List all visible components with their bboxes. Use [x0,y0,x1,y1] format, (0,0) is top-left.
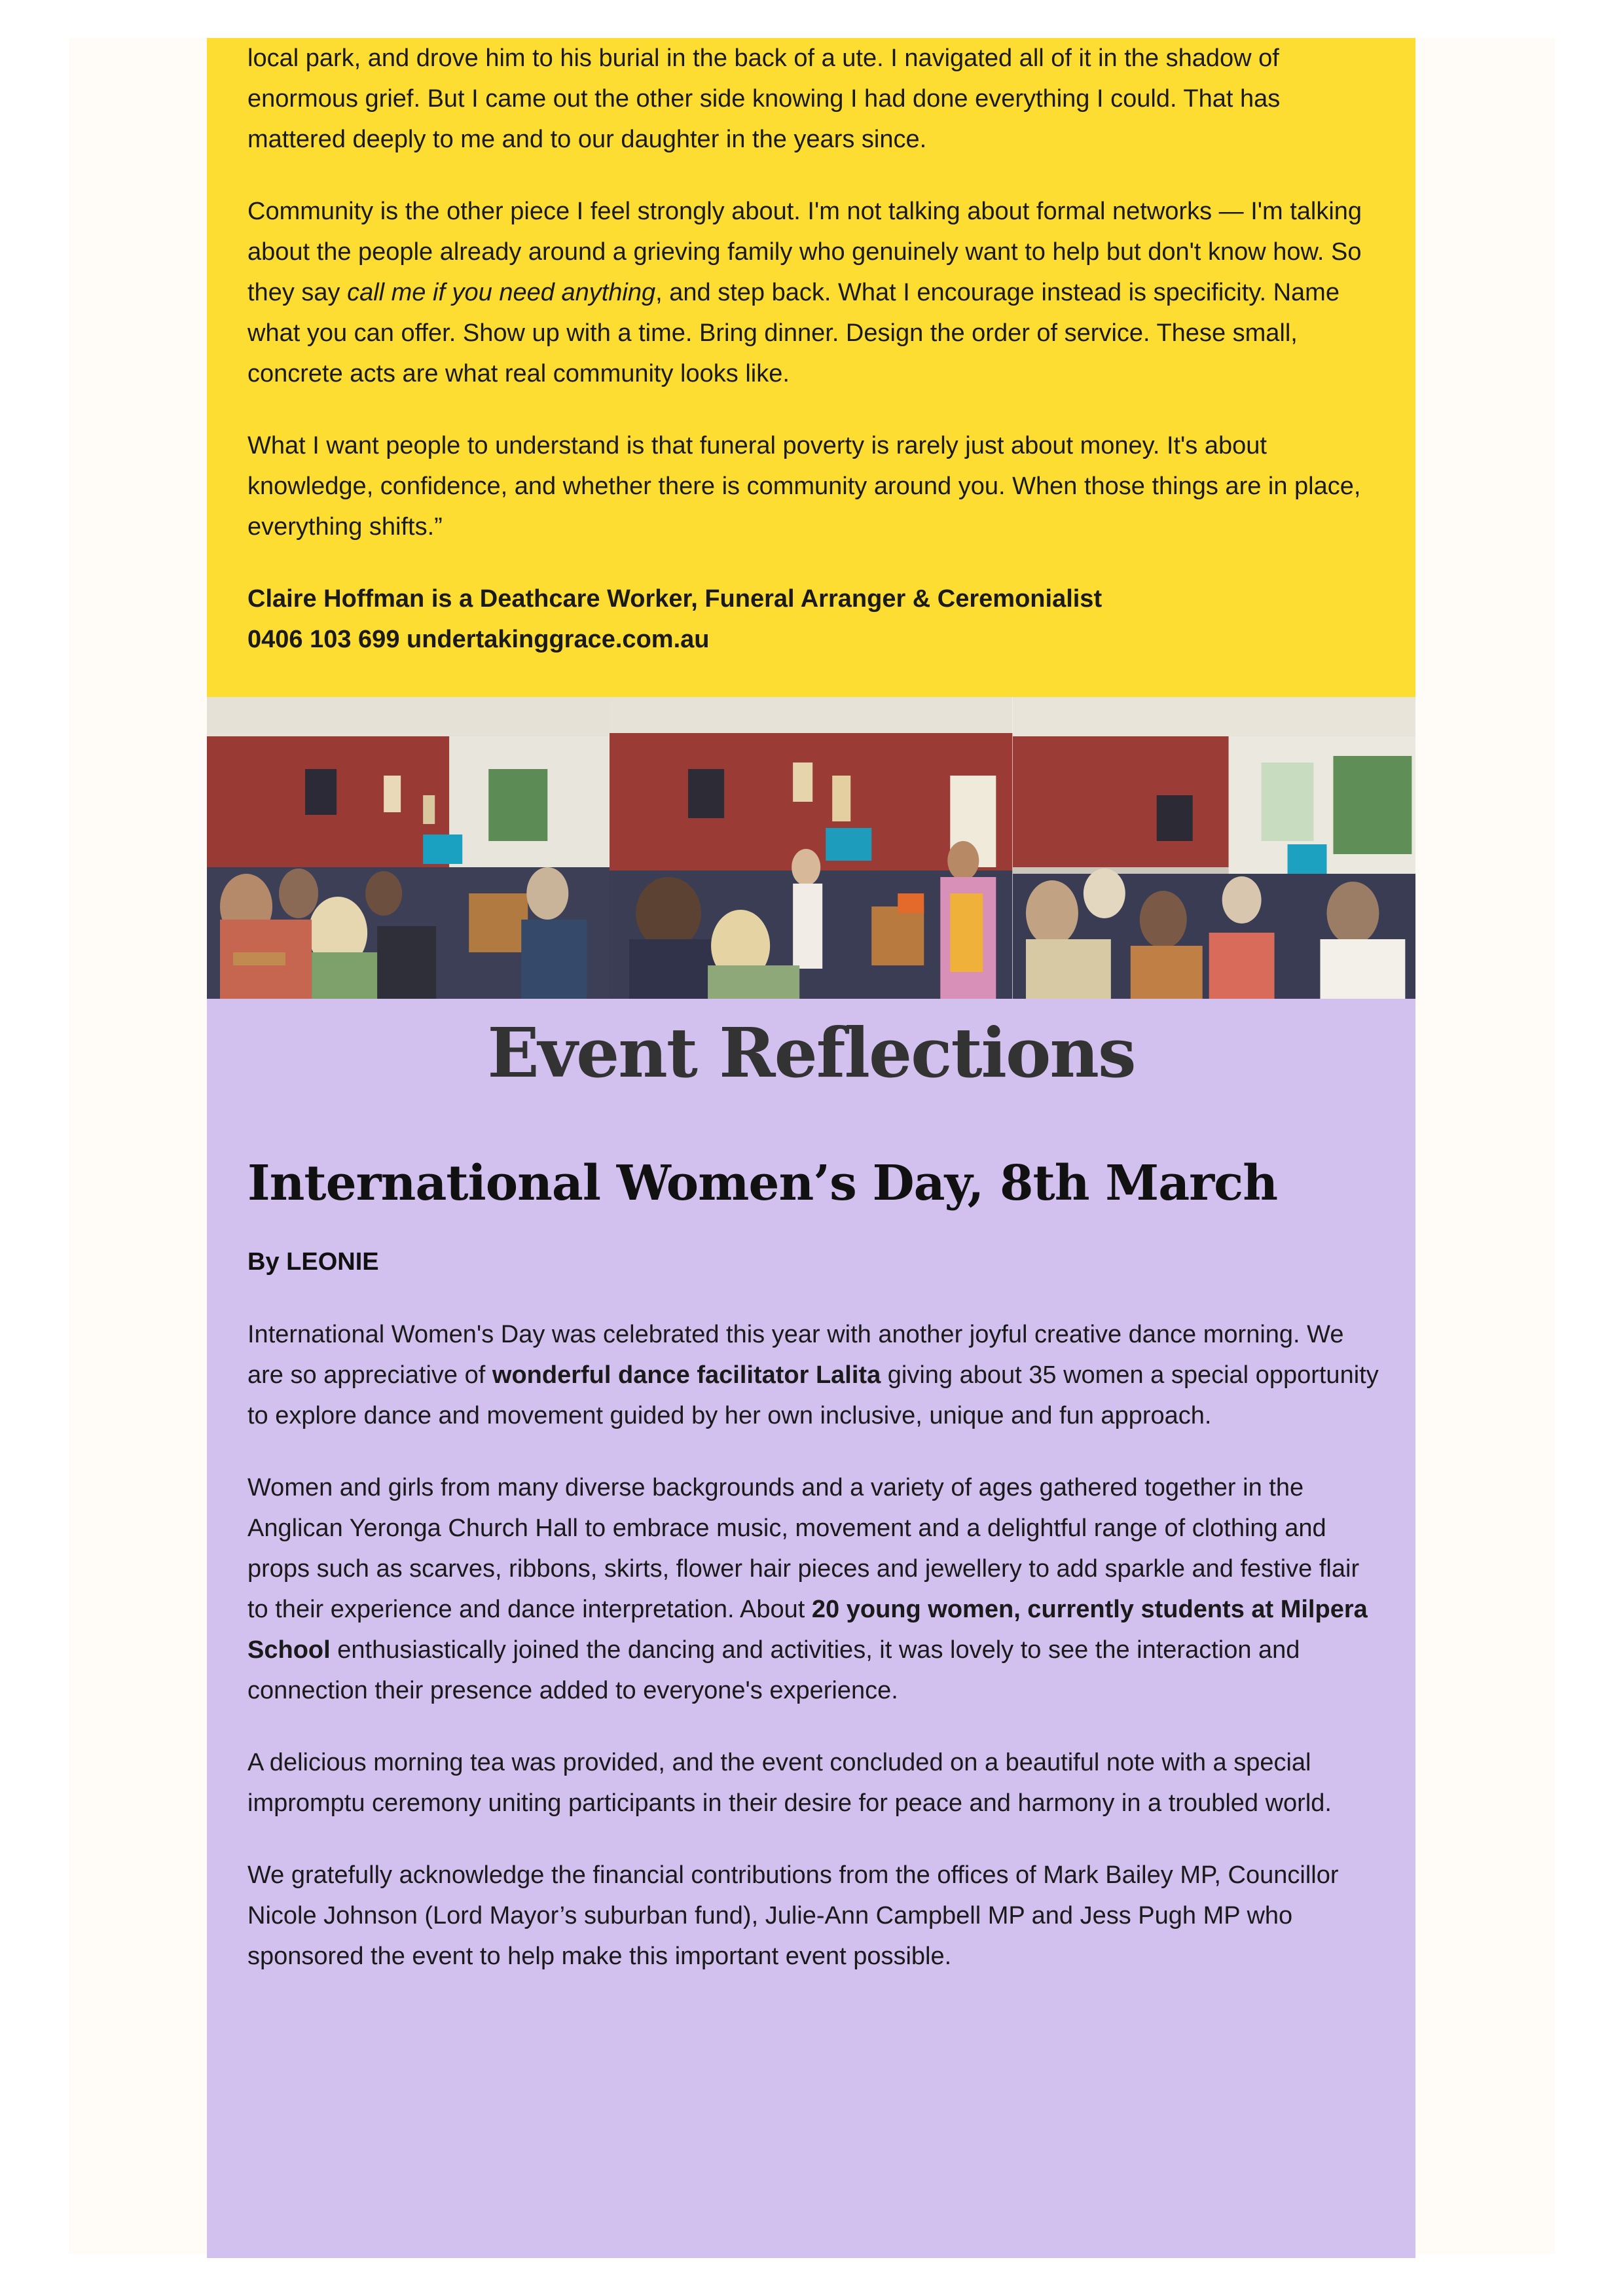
article-body [247,38,1380,660]
event-photo-1 [207,697,610,999]
event-paragraph-1 [247,1314,1380,1436]
article-paragraph-3: What I want people to understand is that funeral poverty is rarely just about money. It's about knowledge, confidence, and whether there is community around you. When those things are in place, everything shifts.” [247,432,1361,541]
newsletter-column [207,38,1415,2258]
article-paragraph-1: local park, and drove him to his burial in the back of a ute. I navigated all of it in the shadow of enormous grief. But I came out the other side knowing I had done everything I could. That has mattered deeply to me and to our daughter in the years since. [247,45,1281,153]
article-paragraph-2-end: , and step back. What I encourage instead is specificity. Name what you can offer. Show up with a time. Bring dinner. Design the order of service. These small, concrete acts are what real community looks like. [247,279,1340,387]
event-paragraph-1-start: International Women's Day was celebrated this year with another joyful creative dance morning. We are so appreciative of [247,1321,1344,1389]
event-body [247,1314,1380,1977]
author-signature-line-2: 0406 103 699 undertakinggrace.com.au [247,626,710,653]
event-photo-3 [1013,697,1415,999]
section-heading: Event Reflections [487,1013,1135,1093]
event-photo-2 [610,697,1012,999]
article-paragraph-2 [247,191,1380,394]
event-paragraph-2-start: Women and girls from many diverse backgrounds and a variety of ages gathered together in the Anglican Yeronga Church Hall to embrace music, movement and a delightful range of clothing and props such as scarves, ribbons, skirts, flower hair pieces and jewellery to add sparkle and festive flair to their experience and dance interpretation. About [247,1474,1360,1623]
author-byline: By LEONIE [247,1248,379,1276]
event-paragraph-3: A delicious morning tea was provided, and the event concluded on a beautiful note with a special impromptu ceremony uniting participants in their desire for peace and harmony in a troubled world. [247,1749,1332,1817]
article-paragraph-2-start: Community is the other piece I feel strongly about. I'm not talking about formal networks — I'm talking about the people already around a grieving family who genuinely want to help but don't know how. So they say [247,198,1362,306]
event-paragraph-4: We gratefully acknowledge the financial contributions from the offices of Mark Bailey MP, Councillor Nicole Johnson (Lord Mayor’s suburban fund), Julie-Ann Campbell MP and Jess Pugh MP who sponsored the event to help make this important event possible. [247,1861,1339,1970]
yellow-article-panel [207,38,1415,697]
event-photo-strip [207,697,1415,999]
event-paragraph-1-end: giving about 35 women a special opportunity to explore dance and movement guided by her own inclusive, unique and fun approach. [247,1361,1379,1429]
event-paragraph-2-bold: 20 young women, currently students at Milpera School [247,1596,1368,1664]
author-signature-line-1: Claire Hoffman is a Deathcare Worker, Funeral Arranger & Ceremonialist [247,585,1103,613]
event-paragraph-1-bold: wonderful dance facilitator Lalita [492,1361,881,1389]
event-paragraph-2-end: enthusiastically joined the dancing and activities, it was lovely to see the interaction and connection their presence added to everyone's experience. [247,1636,1300,1704]
article-paragraph-2-emphasis: call me if you need anything [347,279,656,306]
event-paragraph-2 [247,1467,1380,1711]
event-title: International Women’s Day, 8th March [247,1155,1277,1211]
